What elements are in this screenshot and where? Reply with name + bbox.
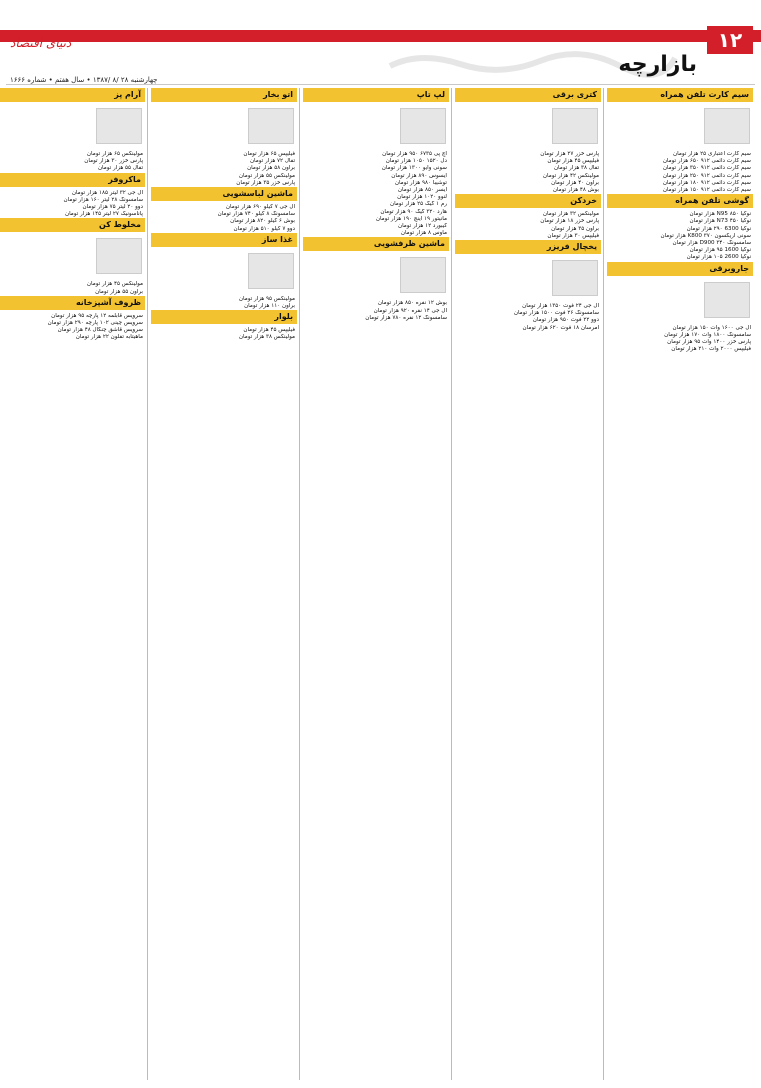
price-row: سامسونگ D900 ۳۴۰ هزار تومان <box>672 240 751 247</box>
price-row: براون ۵۸ هزار تومان <box>247 165 295 172</box>
category-heading: یخچال فریزر <box>455 240 601 254</box>
column-divider <box>147 88 148 1080</box>
category-heading: ماشین ظرفشویی <box>303 237 449 251</box>
price-row: لنوو ۱۰۲۰ هزار تومان <box>397 194 447 201</box>
category-heading: ماکروفر <box>0 173 145 187</box>
category-heading: گوشی تلفن همراه <box>607 194 753 208</box>
product-photo <box>704 108 750 144</box>
price-row: توشیبا ۹۸۰ هزار تومان <box>394 179 447 186</box>
listing-column <box>303 88 449 1080</box>
price-row: سامسونگ ۲۸ لیتر ۱۶۰ هزار تومان <box>63 196 143 203</box>
price-row: پاناسونیک ۲۷ لیتر ۱۴۵ هزار تومان <box>64 211 143 218</box>
price-row: ال جی ۳۲ لیتر ۱۸۵ هزار تومان <box>71 189 143 196</box>
price-row: هارد ۳۲۰ گیگ ۹۰ هزار تومان <box>380 208 447 215</box>
price-row: سامسونگ ۸ کیلو ۷۴۰ هزار تومان <box>217 211 295 218</box>
price-row: ال جی ۱۶۰۰ وات ۱۵۰ هزار تومان <box>672 324 751 331</box>
price-row: پارس خزر ۳۵ هزار تومان <box>236 179 295 186</box>
product-photo <box>96 238 142 274</box>
column-divider <box>451 88 452 1080</box>
product-photo <box>552 108 598 144</box>
category-heading: آرام پز <box>0 88 145 102</box>
price-row: مولینکس ۶۵ هزار تومان <box>86 151 143 157</box>
listing-column <box>0 88 145 1080</box>
price-row: نوکیا N95 ۸۵۰ هزار تومان <box>689 211 751 218</box>
page-number: ۱۲ <box>707 26 753 54</box>
price-row: سیم کارت دائمی ۹۱۲ ۱۸۰ هزار تومان <box>662 179 751 186</box>
price-row: سونی اریکسون K800 ۳۷۰ هزار تومان <box>660 232 751 239</box>
price-row: سامسونگ ۱۲ نفره ۷۸۰ هزار تومان <box>365 314 447 321</box>
price-row: ال جی ۲۴ فوت ۱۳۵۰ هزار تومان <box>522 303 599 310</box>
price-row: نوکیا 6300 ۲۹۰ هزار تومان <box>686 225 751 232</box>
product-photo <box>552 260 598 296</box>
price-row: سامسونگ ۲۶ فوت ۱۵۰۰ هزار تومان <box>513 310 599 317</box>
price-row: تفال ۵۵ هزار تومان <box>97 165 143 172</box>
price-row: بوش ۱۲ نفره ۸۵۰ هزار تومان <box>377 300 447 307</box>
page-title: بازارچه <box>618 52 697 77</box>
price-row: سرویس چینی ۱۰۲ پارچه ۲۹۰ هزار تومان <box>47 320 143 327</box>
price-row: براون ۴۰ هزار تومان <box>551 179 599 186</box>
price-row: ماوس ۸ هزار تومان <box>400 230 447 237</box>
price-row: سیم کارت دائمی ۹۱۲ ۶۵۰ هزار تومان <box>662 158 751 165</box>
newspaper-brand: دنیای اقتصاد <box>10 36 72 50</box>
price-row: بوش ۴۸ هزار تومان <box>552 187 599 194</box>
price-row: فیلیپس ۳۰ هزار تومان <box>547 232 599 239</box>
price-row: سیم کارت دائمی ۹۱۲ ۱۵۰ هزار تومان <box>662 187 751 194</box>
price-row: براون ۵۵ هزار تومان <box>95 288 143 295</box>
price-row: براون ۱۱۰ هزار تومان <box>244 303 295 310</box>
category-heading: سیم کارت تلفن همراه <box>607 88 753 102</box>
category-heading: بلوار <box>151 310 297 324</box>
price-row: دوو ۷ کیلو ۵۱۰ هزار تومان <box>233 225 295 232</box>
price-row: کیبورد ۱۲ هزار تومان <box>397 223 447 230</box>
product-photo <box>400 257 446 293</box>
product-photo <box>400 108 446 144</box>
category-heading: غذا ساز <box>151 233 297 247</box>
price-row: ماهیتابه تفلون ۲۲ هزار تومان <box>75 334 143 341</box>
product-photo <box>248 253 294 289</box>
product-photo <box>96 108 142 144</box>
product-photo <box>248 108 294 144</box>
listing-column <box>151 88 297 1080</box>
price-row: ال جی ۷ کیلو ۶۹۰ هزار تومان <box>225 204 295 211</box>
price-row: تفال ۳۸ هزار تومان <box>553 165 599 172</box>
price-row: سیم کارت دائمی ۹۱۲ ۳۵۰ هزار تومان <box>662 165 751 172</box>
price-row: نوکیا 1600 ۹۵ هزار تومان <box>689 247 751 254</box>
category-heading: لپ تاپ <box>303 88 449 102</box>
price-row: مولینکس ۳۲ هزار تومان <box>542 211 599 218</box>
price-row: ال جی ۱۴ نفره ۹۲۰ هزار تومان <box>373 307 447 314</box>
price-row: رم ۱ گیگ ۲۵ هزار تومان <box>389 201 447 208</box>
price-row: مولینکس ۵۵ هزار تومان <box>238 172 295 179</box>
price-row: فیلیپس ۶۵ هزار تومان <box>243 151 295 157</box>
column-divider <box>299 88 300 1080</box>
price-row: اچ پی ۶۷۳۵ ۹۵۰ هزار تومان <box>382 151 447 157</box>
category-heading: مخلوط کن <box>0 218 145 232</box>
price-row: سامسونگ ۱۸۰۰ وات ۱۷۰ هزار تومان <box>664 331 751 338</box>
price-row: سونی وایو ۱۳۰۰ هزار تومان <box>381 165 447 172</box>
price-row: مولینکس ۴۲ هزار تومان <box>542 172 599 179</box>
category-heading: ماشین لباسشویی <box>151 187 297 201</box>
category-heading: اتو بخار <box>151 88 297 102</box>
price-row: دل ۱۵۲۰ ۱۰۵۰ هزار تومان <box>385 158 447 165</box>
column-divider <box>603 88 604 1080</box>
price-row: مولینکس ۹۵ هزار تومان <box>238 295 295 302</box>
price-row: سرویس قابلمه ۱۲ پارچه ۹۵ هزار تومان <box>51 312 143 319</box>
price-row: نوکیا 2600 ۱۰۵ هزار تومان <box>686 254 751 261</box>
price-row: فیلیپس ۲۰۰۰ وات ۲۱۰ هزار تومان <box>671 346 751 353</box>
category-heading: ظروف آشپزخانه <box>0 296 145 310</box>
price-row: بوش ۶ کیلو ۸۲۰ هزار تومان <box>230 218 295 225</box>
price-row: ایسر ۸۵۰ هزار تومان <box>397 187 447 194</box>
price-row: مانیتور ۱۹ اینچ ۱۹۰ هزار تومان <box>375 215 447 222</box>
price-row: سیم کارت دائمی ۹۱۲ ۲۵۰ هزار تومان <box>662 172 751 179</box>
price-row: مولینکس ۴۵ هزار تومان <box>86 281 143 288</box>
price-row: پارس خزر ۳۰ هزار تومان <box>84 158 143 165</box>
price-row: براون ۳۵ هزار تومان <box>551 225 599 232</box>
price-row: دوو ۲۲ فوت ۹۵۰ هزار تومان <box>532 317 599 324</box>
listing-column <box>455 88 601 1080</box>
header-divider <box>6 84 755 85</box>
price-row: پارس خزر ۱۸ هزار تومان <box>540 218 599 225</box>
price-row: تفال ۷۲ هزار تومان <box>249 158 295 165</box>
price-row: فیلیپس ۴۵ هزار تومان <box>243 327 295 334</box>
product-photo <box>704 282 750 318</box>
category-heading: جاروبرقی <box>607 262 753 276</box>
listing-column <box>607 88 753 1080</box>
category-heading: کتری برقی <box>455 88 601 102</box>
price-row: فیلیپس ۴۵ هزار تومان <box>547 158 599 165</box>
category-heading: خردکن <box>455 194 601 208</box>
price-row: امرسان ۱۸ فوت ۶۲۰ هزار تومان <box>522 324 599 331</box>
price-row: نوکیا N73 ۴۵۰ هزار تومان <box>689 218 751 225</box>
top-color-bar <box>0 30 761 42</box>
price-row: ایسوس ۸۹۰ هزار تومان <box>391 172 447 179</box>
price-row: پارس خزر ۲۷ هزار تومان <box>540 151 599 157</box>
price-row: سرویس قاشق چنگال ۴۸ هزار تومان <box>57 327 143 334</box>
price-row: پارس خزر ۱۴۰۰ وات ۹۵ هزار تومان <box>667 339 751 346</box>
price-row: مولینکس ۳۸ هزار تومان <box>238 334 295 341</box>
issue-info: چهارشنبه ۲۸ /۸ /۱۳۸۷ • سال هفتم • شماره ۱۶۶۶ <box>10 76 158 84</box>
price-row: سیم کارت اعتباری ۲۵ هزار تومان <box>673 151 751 157</box>
price-row: دوو ۲۰ لیتر ۷۵ هزار تومان <box>82 204 143 211</box>
